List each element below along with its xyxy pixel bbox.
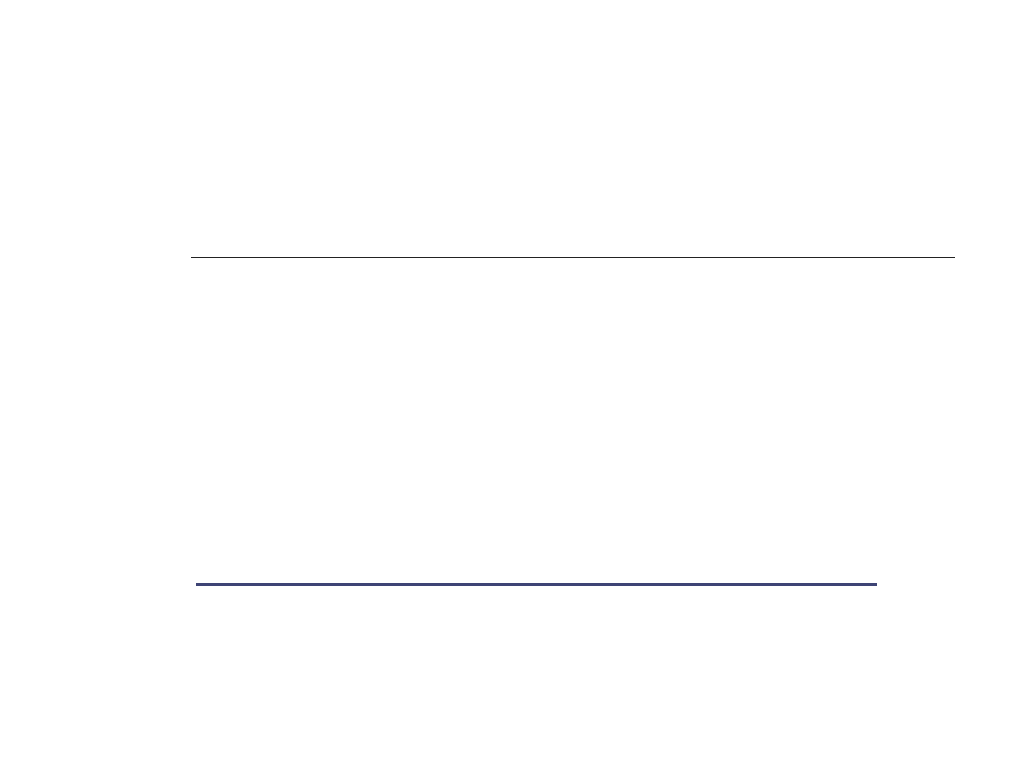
top-banner-decoration: [0, 0, 1024, 52]
bottom-banner-decoration: [0, 758, 1024, 768]
header-rule: [191, 257, 955, 258]
qualifying-cutoff-line: [196, 583, 877, 586]
